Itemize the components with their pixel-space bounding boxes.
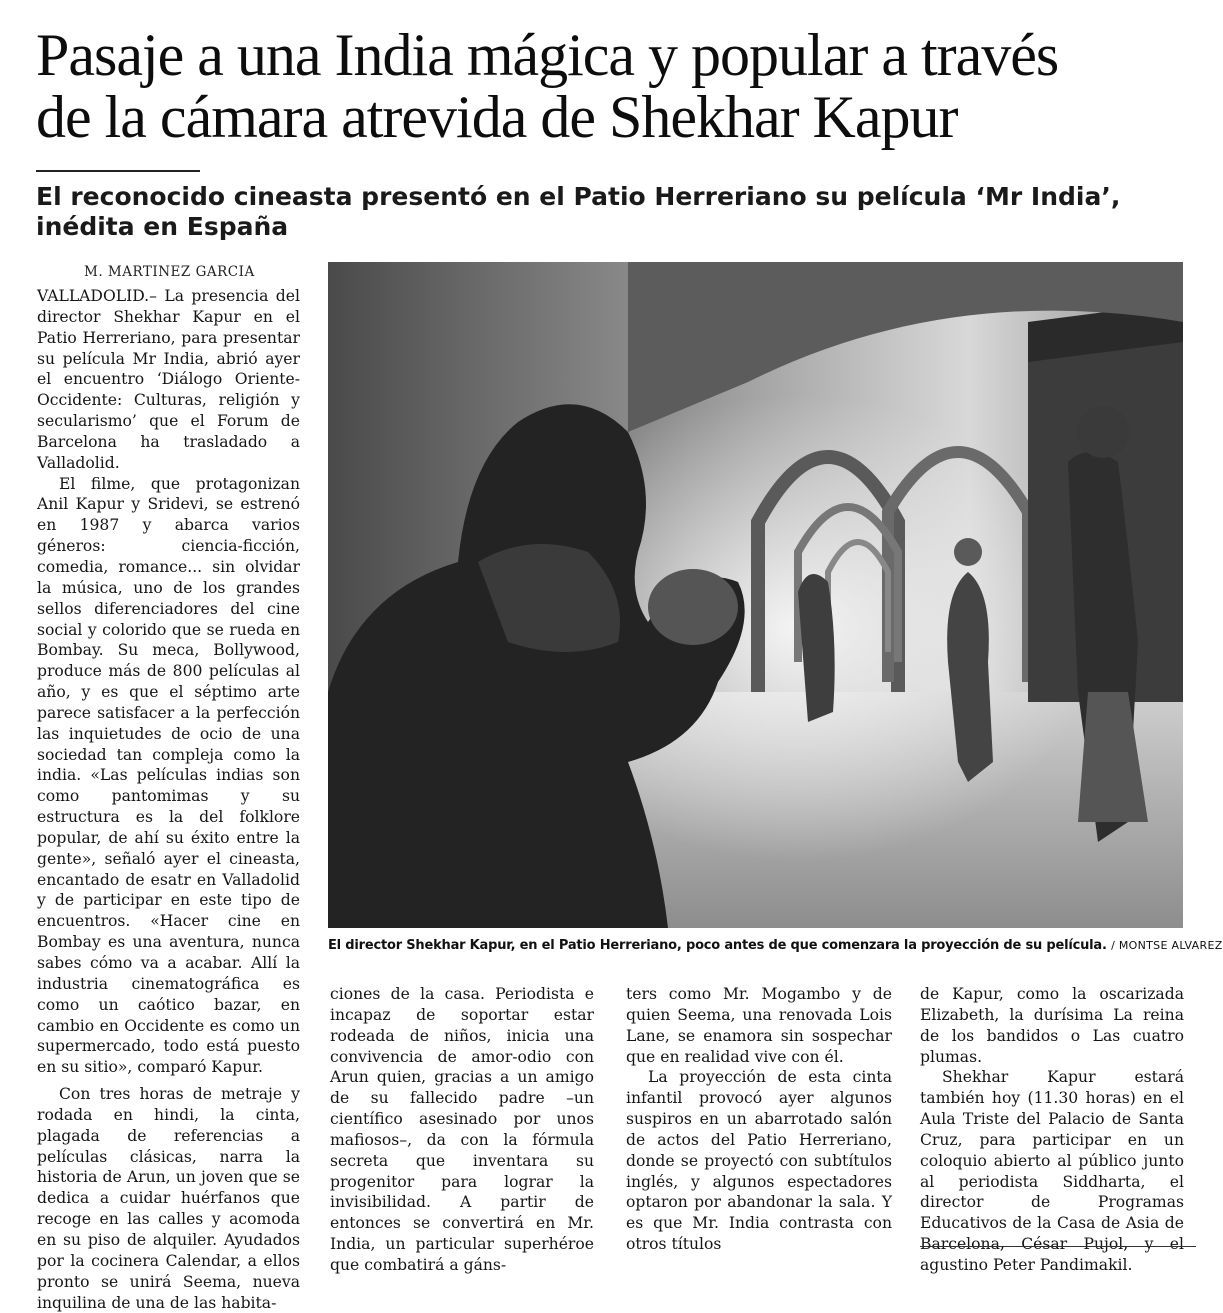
paragraph: ciones de la casa. Periodista e incapaz de soportar estar rodeada de niños, inicia una convivencia de amor-odio con Arun quien, gracias a un amigo de su fallecido padre –un científico asesinado por unos mafiosos–, da con la fórmula secreta que inventara su progenitor para lograr la invisibilidad. A partir de entonces se convertirá en Mr. India, un particular superhéroe que combatirá a gáns-: [330, 985, 594, 1274]
subheadline: El reconocido cineasta presentó en el Patio Herreriano su película ‘Mr India’, inédita en España: [36, 182, 1121, 241]
photo-illustration: [328, 262, 1183, 928]
paragraph: ters como Mr. Mogambo y de quien Seema, una renovada Lois Lane, se enamora sin sospechar que en realidad vive con él.: [626, 985, 892, 1066]
article-column-2: [330, 984, 594, 1276]
article-column-1: [37, 286, 300, 1313]
caption-text: El director Shekhar Kapur, en el Patio Herreriano, poco antes de que comenzara la proyección de su película.: [328, 938, 1107, 953]
headline: [36, 24, 1186, 148]
photo-credit: / MONTSE ALVAREZ: [1111, 939, 1223, 952]
byline: M. MARTINEZ GARCIA: [84, 264, 255, 280]
paragraph: La proyección de esta cinta infantil provocó ayer algunos suspiros en un abarrotado salón de actos del Patio Herreriano, donde se proyectó con subtítulos inglés, y algunos espectadores optaron por abandonar la sala. Y es que Mr. India contrasta con otros títulos: [626, 1068, 892, 1254]
article-column-3: [626, 984, 892, 1255]
photo-caption: [328, 938, 1223, 953]
headline-line-1: Pasaje a una India mágica y popular a través: [36, 22, 1059, 88]
paragraph: Con tres horas de metraje y rodada en hindi, la cinta, plagada de referencias a películas clásicas, narra la historia de Arun, un joven que se dedica a cuidar huérfanos que recoge en las calles y acomoda en su piso de alquiler. Ayudados por la cocinera Calendar, a ellos pronto se unirá Seema, nueva inquilina de una de las habita-: [37, 1085, 300, 1312]
article-photo: [328, 262, 1183, 928]
paragraph: El filme, que protagonizan Anil Kapur y Sridevi, se estrenó en 1987 y abarca varios géneros: ciencia-ficción, comedia, romance... sin olvidar la música, uno de los grandes sellos diferenciadores del cine social y colorido que se rueda en Bombay. Su meca, Bollywood, produce más de 800 películas al año, y es que el séptimo arte parece satisfacer a la perfección las inquietudes de ocio de una sociedad tan compleja como la india. «Las películas indias son como pantomimas y su estructura es la del folklore popular, de ahí su éxito entre la gente», señaló ayer el cineasta, encantado de esatr en Valladolid y de participar en este tipo de encuentros. «Hacer cine en Bombay es una aventura, nunca sabes cómo va a acabar. Allí la industria cinematográfica es como un caótico bazar, en cambio en Occidente es como un supermercado, todo está puesto en su sitio», comparó Kapur.: [37, 474, 300, 1077]
paragraph: Shekhar Kapur estará también hoy (11.30 horas) en el Aula Triste del Palacio de Santa Cruz, para participar en un coloquio abierto al público junto al periodista Siddharta, el director de Programas Educativos de la Casa de Asia de Barcelona, César Pujol, y el agustino Peter Pandimakil.: [920, 1068, 1184, 1274]
paragraph: VALLADOLID.– La presencia del director Shekhar Kapur en el Patio Herreriano, para presentar su película Mr India, abrió ayer el encuentro ‘Diálogo Oriente-Occidente: Culturas, religión y secularismo’ que el Forum de Barcelona ha trasladado a Valladolid.: [37, 287, 300, 472]
paragraph: de Kapur, como la oscarizada Elizabeth, la durísima La reina de los bandidos o Las cuatro plumas.: [920, 985, 1184, 1066]
bottom-rule: [920, 1246, 1196, 1247]
headline-divider: [36, 170, 200, 172]
headline-line-2: de la cámara atrevida de Shekhar Kapur: [36, 84, 958, 150]
article-column-4: [920, 984, 1184, 1276]
